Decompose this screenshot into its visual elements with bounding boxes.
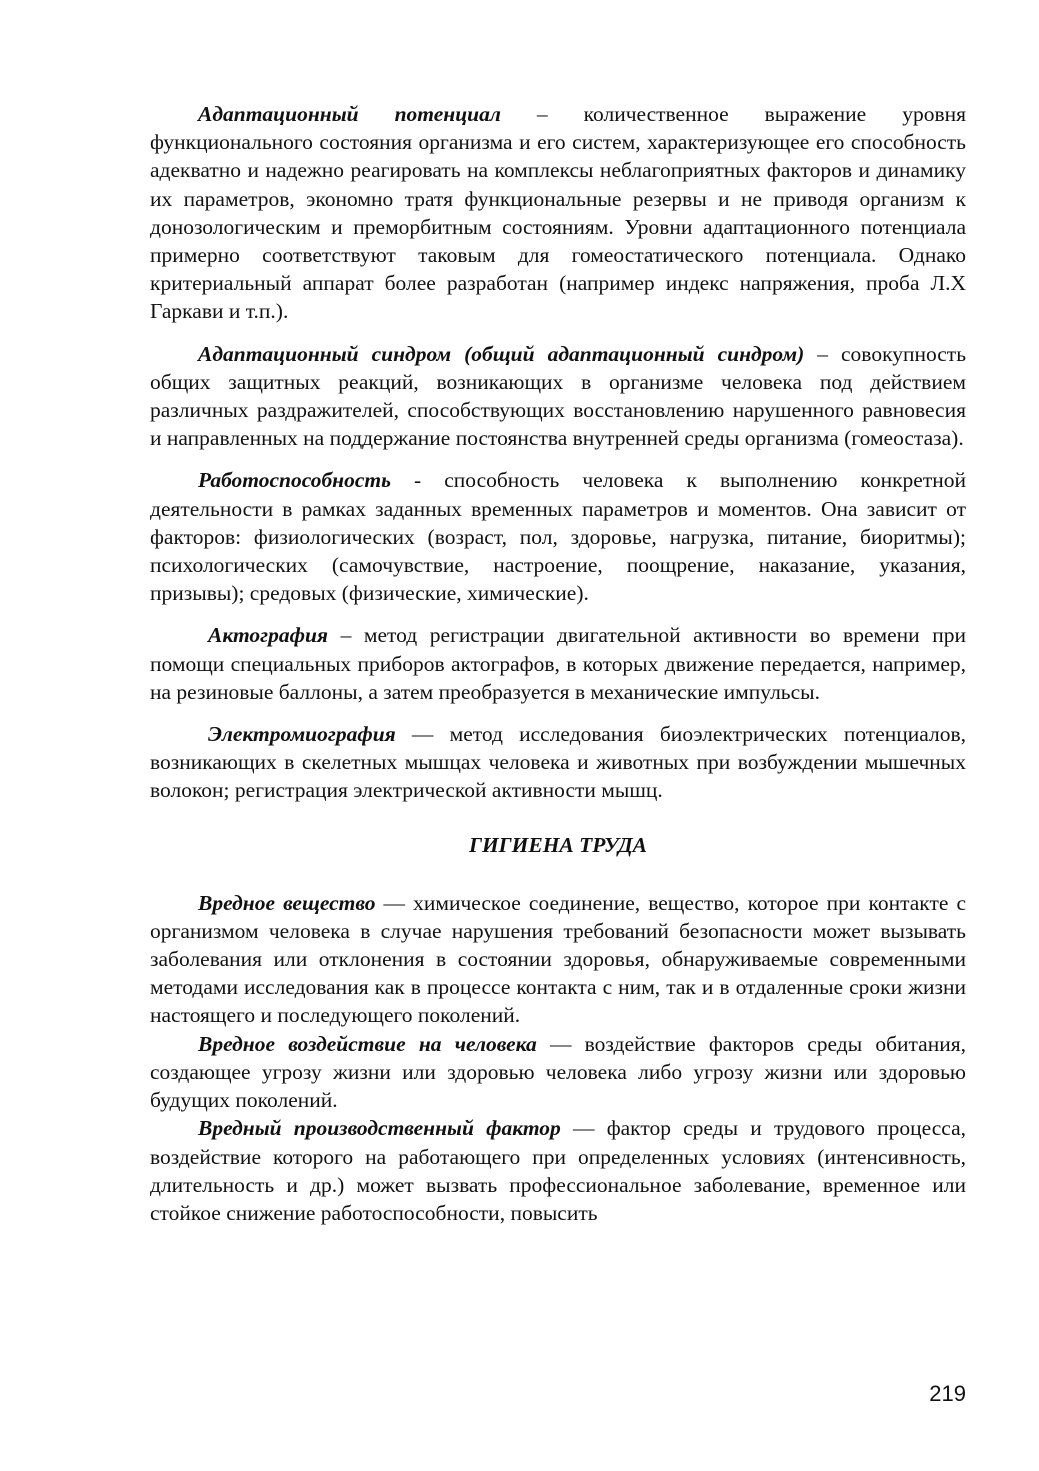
term: Адаптационный синдром (общий адаптационный синдром) [198, 341, 805, 366]
definition-adaptive-potential [150, 100, 966, 326]
term: Работоспособность [198, 468, 391, 493]
term: Вредное воздействие на человека [198, 1031, 537, 1056]
term: Электромиография [208, 722, 396, 747]
definition-adaptation-syndrome [150, 340, 966, 453]
definition-text: — фактор среды и трудового процесса, воздействие которого на работающего при определенных условиях (интенсивность, длительность и др.) может вызвать профессиональное заболевание, временное или стойкое снижение работоспособности, повысить [150, 1116, 966, 1225]
definition-text: - способность человека к выполнению конкретной деятельности в рамках заданных временных параметров и моментов. Она зависит от факторов: физиологических (возраст, пол, здоровье, нагрузка, питание, биоритмы); психологических (самочувствие, настроение, поощрение, наказание, указания, призывы); средовых (физические, химические). [150, 468, 966, 606]
definition-harmful-factor [150, 1114, 966, 1227]
term: Вредный производственный фактор [198, 1116, 561, 1141]
definition-text: — метод исследования биоэлектрических потенциалов, возникающих в скелетных мышцах человека и животных при возбуждении мышечных волокон; регистрация электрической активности мышц. [150, 722, 966, 803]
term: Адаптационный потенциал [198, 102, 501, 126]
definition-harmful-impact [150, 1030, 966, 1115]
page-number: 219 [929, 1381, 966, 1406]
term: Вредное вещество [198, 890, 376, 915]
section-title: ГИГИЕНА ТРУДА [468, 832, 648, 857]
term: Актография [208, 623, 329, 648]
definition-text: – количественное выражение уровня функционального состояния организма и его систем, характеризующее его способность адекватно и надежно реагировать на комплексы неблагоприятных факторов и динамику их параметров, экономно тратя функциональные резервы и не приводя организм к донозологическим и преморбитным состояниям. Уровни адаптационного потенциала примерно соответствуют таковым для гомеостатического потенциала. Однако критериальный аппарат более разработан (например индекс напряжения, проба Л.Х Гаркави и т.п.). [150, 102, 966, 324]
definition-text: – совокупность общих защитных реакций, возникающих в организме человека под действием различных раздражителей, способствующих восстановлению нарушенного равновесия и направленных на поддержание постоянства внутренней среды организма (гомеостаза). [150, 341, 966, 451]
definition-electromyography [150, 720, 966, 805]
definition-text: – метод регистрации двигательной активности во времени при помощи специальных приборов актографов, в которых движение передается, например, на резиновые баллоны, а затем преобразуется в механические импульсы. [150, 623, 966, 704]
definition-work-capacity [150, 466, 966, 607]
definition-actography [150, 621, 966, 706]
definition-text: — воздействие факторов среды обитания, создающее угрозу жизни или здоровью человека либо угрозу жизни или здоровью будущих поколений. [150, 1031, 967, 1113]
definition-text: — химическое соединение, вещество, которое при контакте с организмом человека в случае нарушения требований безопасности может вызывать заболевания или отклонения в состоянии здоровья, обнаруживаемые современными методами исследования как в процессе контакта с ним, так и в отдаленные сроки жизни настоящего и последующего поколений. [150, 890, 967, 1028]
page-content [150, 100, 966, 1227]
definition-harmful-substance [150, 889, 966, 1030]
